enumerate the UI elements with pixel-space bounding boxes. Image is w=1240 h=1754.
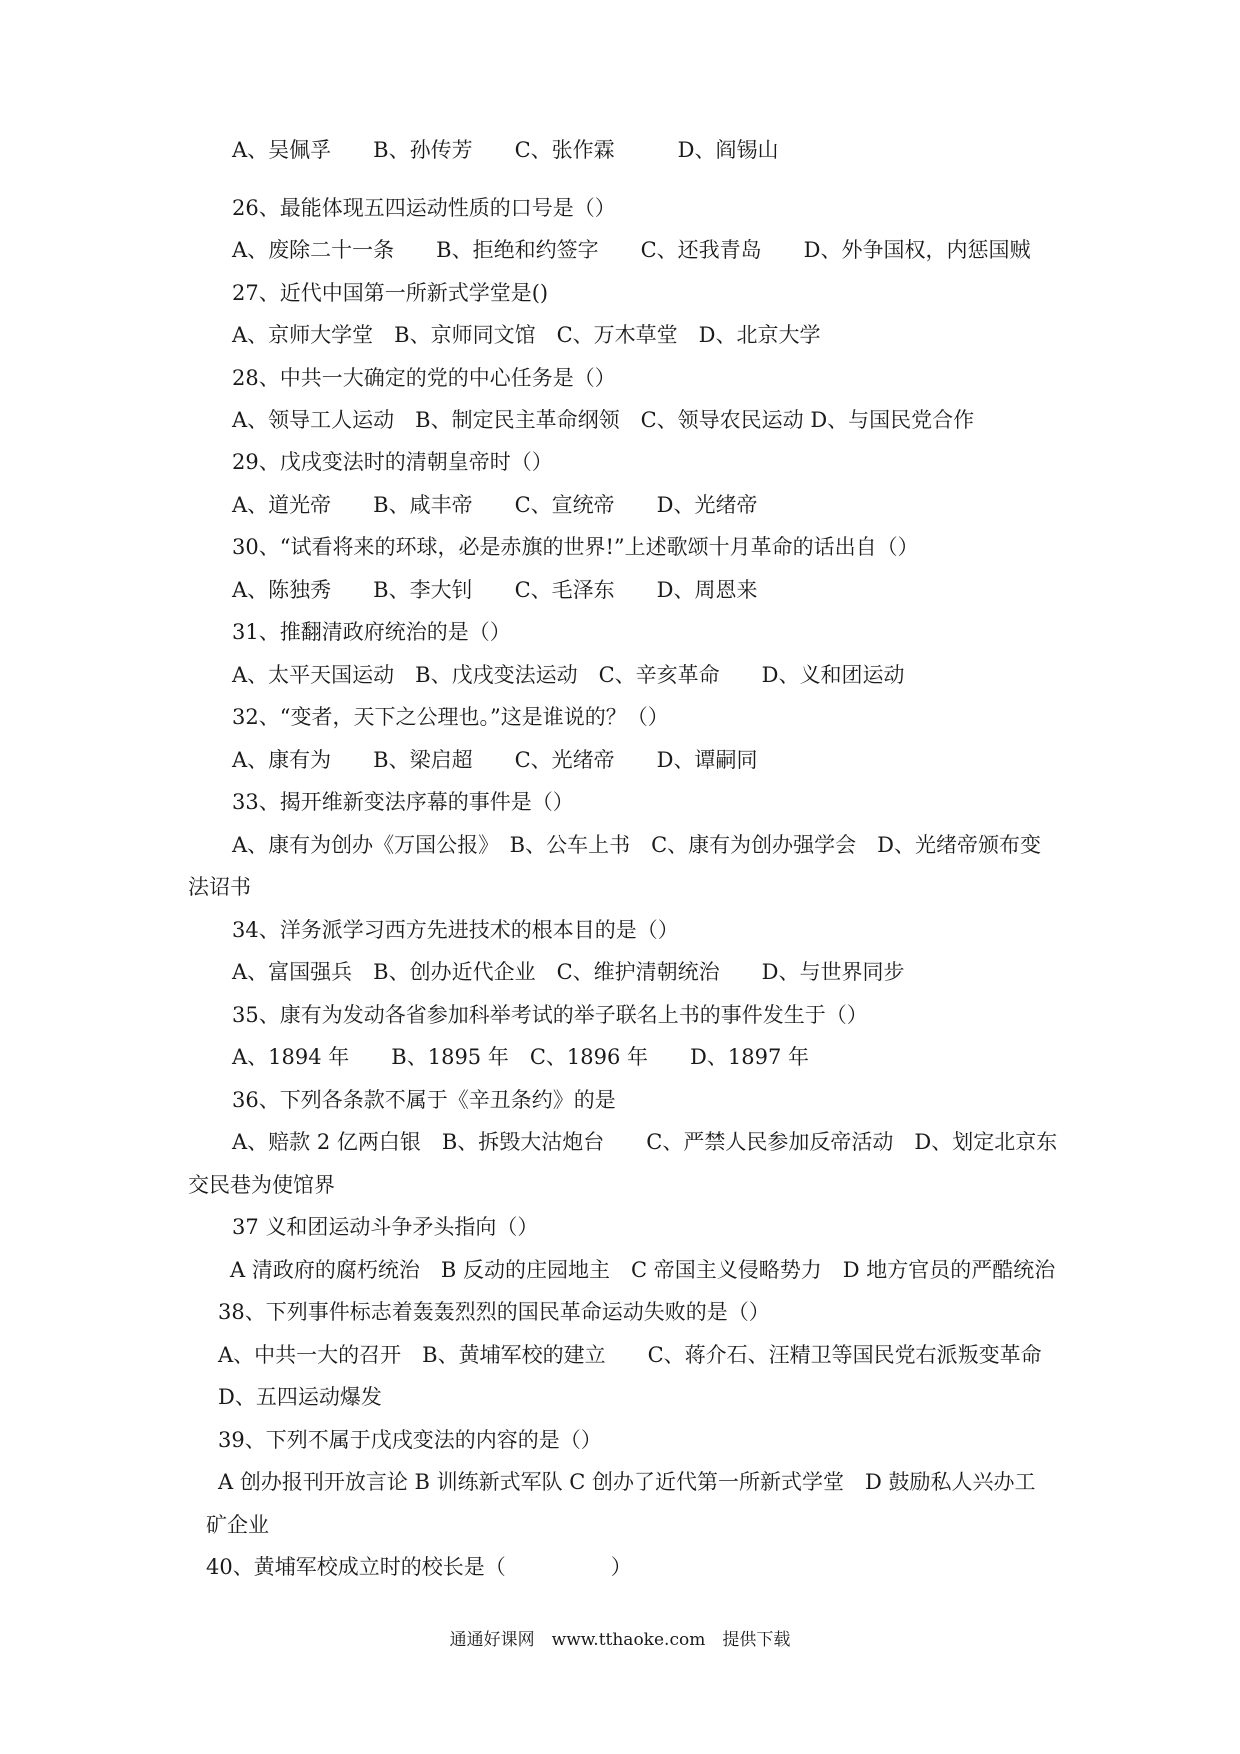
question-32: 32、“变者，天下之公理也。”这是谁说的？（） (232, 705, 669, 729)
question-36: 36、下列各条款不属于《辛丑条约》的是 (232, 1088, 616, 1112)
question-35: 35、康有为发动各省参加科举考试的举子联名上书的事件发生于（） (232, 1003, 868, 1027)
text-line: A、太平天国运动 B、戊戌变法运动 C、辛亥革命 D、义和团运动 (232, 663, 905, 687)
text-line: A、中共一大的召开 B、黄埔军校的建立 C、蒋介石、汪精卫等国民党右派叛变革命 (218, 1343, 1042, 1367)
text-line: A、京师大学堂 B、京师同文馆 C、万木草堂 D、北京大学 (232, 323, 821, 347)
question-28: 28、中共一大确定的党的中心任务是（） (232, 366, 616, 390)
text-line: A、富国强兵 B、创办近代企业 C、维护清朝统治 D、与世界同步 (232, 960, 905, 984)
text-line: A 创办报刊开放言论 B 训练新式军队 C 创办了近代第一所新式学堂 D 鼓励私人兴办工 (218, 1470, 1036, 1494)
question-29: 29、戊戌变法时的清朝皇帝时（） (232, 450, 553, 474)
question-33: 33、揭开维新变法序幕的事件是（） (232, 790, 574, 814)
text-line: 交民巷为使馆界 (188, 1173, 335, 1197)
text-line: A、吴佩孚 B、孙传芳 C、张作霖 D、阎锡山 (232, 138, 779, 162)
text-line: A 清政府的腐朽统治 B 反动的庄园地主 C 帝国主义侵略势力 D 地方官员的严酷统治 (230, 1258, 1056, 1282)
question-27: 27、近代中国第一所新式学堂是() (232, 281, 549, 305)
question-34: 34、洋务派学习西方先进技术的根本目的是（） (232, 918, 679, 942)
question-30: 30、“试看将来的环球，必是赤旗的世界!”上述歌颂十月革命的话出自（） (232, 535, 919, 559)
text-line: A、赔款 2 亿两白银 B、拆毁大沽炮台 C、严禁人民参加反帝活动 D、划定北京东 (232, 1130, 1058, 1154)
text-line: A、康有为创办《万国公报》 B、公车上书 C、康有为创办强学会 D、光绪帝颁布变 (232, 833, 1041, 857)
text-line: 矿企业 (206, 1513, 269, 1537)
text-line: 法诏书 (188, 875, 251, 899)
question-39: 39、下列不属于戊戌变法的内容的是（） (218, 1428, 602, 1452)
question-40: 40、黄埔军校成立时的校长是（ ） (206, 1555, 632, 1579)
question-26: 26、最能体现五四运动性质的口号是（） (232, 196, 616, 220)
text-line: A、道光帝 B、咸丰帝 C、宣统帝 D、光绪帝 (232, 493, 758, 517)
page-footer: 通通好课网 www.tthaoke.com 提供下载 (449, 1630, 791, 1650)
text-line: A、废除二十一条 B、拒绝和约签字 C、还我青岛 D、外争国权，内惩国贼 (232, 238, 1031, 262)
question-31: 31、推翻清政府统治的是（） (232, 620, 511, 644)
text-line: A、陈独秀 B、李大钊 C、毛泽东 D、周恩来 (232, 578, 758, 602)
text-line: A、康有为 B、梁启超 C、光绪帝 D、谭嗣同 (232, 748, 758, 772)
question-37: 37 义和团运动斗争矛头指向（） (232, 1215, 539, 1239)
text-line: A、领导工人运动 B、制定民主革命纲领 C、领导农民运动 D、与国民党合作 (232, 408, 975, 432)
text-line: D、五四运动爆发 (218, 1385, 382, 1409)
question-38: 38、下列事件标志着轰轰烈烈的国民革命运动失败的是（） (218, 1300, 770, 1324)
text-line: A、1894 年 B、1895 年 C、1896 年 D、1897 年 (232, 1045, 809, 1069)
